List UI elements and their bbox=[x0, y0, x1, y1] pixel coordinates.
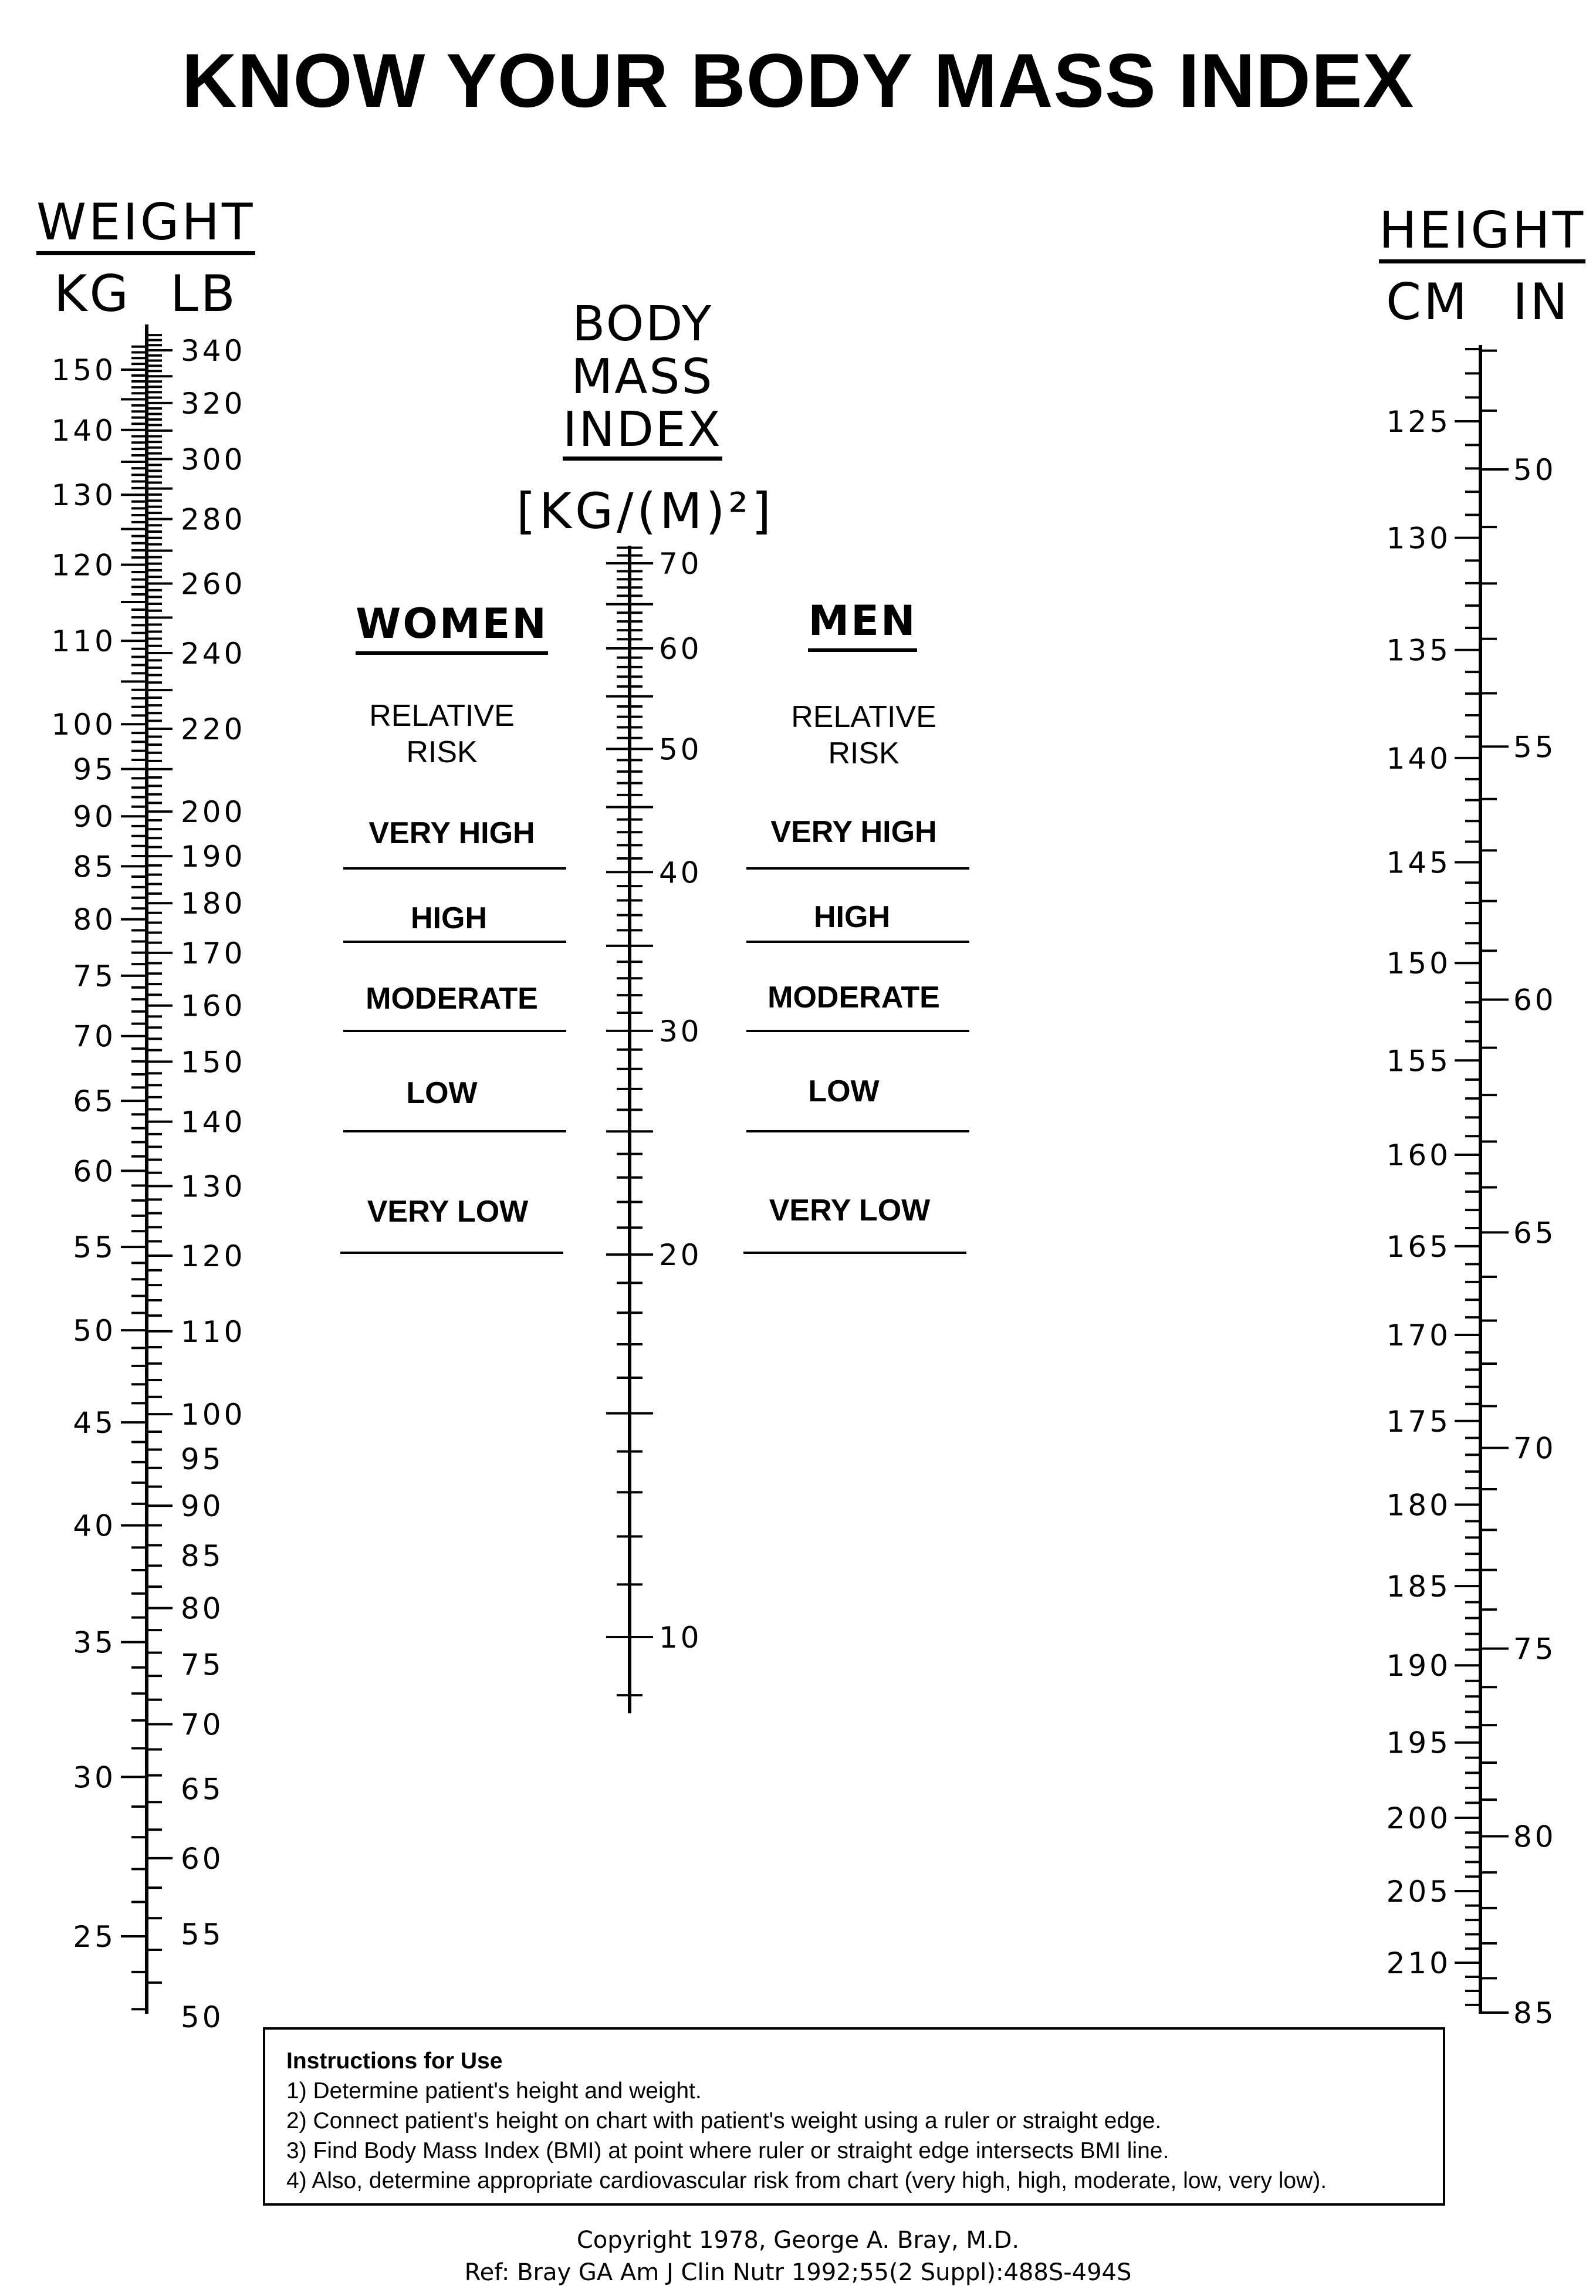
weight-kg-label: 30 bbox=[73, 1760, 116, 1795]
weight-lb-label: 170 bbox=[181, 936, 246, 971]
women-risk-low: LOW bbox=[406, 1076, 478, 1110]
weight-lb-label: 130 bbox=[181, 1169, 246, 1204]
weight-kg-label: 65 bbox=[73, 1084, 116, 1119]
women-risk-high: HIGH bbox=[411, 901, 487, 935]
weight-header: WEIGHT bbox=[36, 197, 255, 255]
bmi-header-line3: INDEX bbox=[563, 406, 722, 461]
weight-kg-label: 95 bbox=[73, 752, 116, 787]
weight-kg-label: 90 bbox=[73, 800, 116, 834]
bmi-label: 50 bbox=[659, 732, 702, 767]
weight-lb-label: 220 bbox=[181, 712, 246, 746]
weight-kg-label: 50 bbox=[73, 1314, 116, 1348]
weight-lb-label: 80 bbox=[181, 1591, 224, 1626]
weight-kg-label: 110 bbox=[51, 624, 116, 659]
height-in-label: 70 bbox=[1513, 1431, 1557, 1466]
men-subtitle-line1: RELATIVE bbox=[791, 700, 936, 734]
weight-kg-label: 100 bbox=[51, 708, 116, 742]
instructions-step: 4) Also, determine appropriate cardiovascular risk from chart (very high, high, moderate, low, very low). bbox=[286, 2168, 1327, 2193]
weight-lb-label: 200 bbox=[181, 795, 246, 830]
footer-reference: Ref: Bray GA Am J Clin Nutr 1992;55(2 Suppl):488S-494S bbox=[464, 2259, 1132, 2286]
women-risk-very-low: VERY LOW bbox=[367, 1195, 529, 1229]
weight-lb-label: 180 bbox=[181, 887, 246, 921]
bmi-label: 70 bbox=[659, 547, 702, 581]
bmi-label: 40 bbox=[659, 855, 702, 890]
height-cm-label: 210 bbox=[1386, 1946, 1451, 1980]
weight-lb-label: 320 bbox=[181, 386, 246, 421]
weight-lb-label: 95 bbox=[181, 1442, 224, 1477]
height-cm-label: 135 bbox=[1386, 633, 1451, 668]
weight-kg-label: 40 bbox=[73, 1509, 116, 1543]
height-in-label: 50 bbox=[1513, 453, 1557, 487]
women-risk-moderate: MODERATE bbox=[366, 982, 538, 1016]
weight-lb-label: 100 bbox=[181, 1398, 246, 1432]
height-cm-label: 205 bbox=[1386, 1874, 1451, 1909]
weight-kg-label: 25 bbox=[73, 1920, 116, 1954]
height-in-label: 55 bbox=[1513, 730, 1557, 765]
height-cm-label: 125 bbox=[1386, 405, 1451, 439]
men-title: MEN bbox=[808, 597, 917, 652]
bmi-header-line2: MASS bbox=[571, 349, 714, 405]
height-cm-label: 195 bbox=[1386, 1726, 1451, 1760]
height-in-label: 85 bbox=[1513, 1996, 1557, 2030]
men-risk-very-low: VERY LOW bbox=[769, 1193, 931, 1228]
women-subtitle-line1: RELATIVE bbox=[369, 699, 515, 733]
page-title: KNOW YOUR BODY MASS INDEX bbox=[181, 38, 1415, 123]
height-in-label: 60 bbox=[1513, 983, 1557, 1017]
weight-lb-label: 160 bbox=[181, 989, 246, 1023]
height-header: HEIGHT bbox=[1379, 205, 1585, 263]
weight-lb-label: 60 bbox=[181, 1841, 224, 1876]
men-risk-moderate: MODERATE bbox=[767, 980, 940, 1015]
height-cm-label: 175 bbox=[1386, 1404, 1451, 1439]
instructions-step: 1) Determine patient's height and weight. bbox=[286, 2078, 702, 2104]
bmi-label: 20 bbox=[659, 1238, 702, 1273]
weight-lb-label: 280 bbox=[181, 502, 246, 537]
weight-lb-label: 240 bbox=[181, 637, 246, 671]
weight-lb-label: 65 bbox=[181, 1772, 224, 1807]
weight-lb-label: 260 bbox=[181, 567, 246, 601]
height-cm-label: 180 bbox=[1386, 1488, 1451, 1523]
weight-lb-label: 70 bbox=[181, 1707, 224, 1742]
bmi-header-line1: BODY bbox=[572, 296, 714, 352]
height-cm-label: 130 bbox=[1386, 521, 1451, 556]
weight-kg-label: 130 bbox=[51, 478, 116, 513]
women-subtitle-line2: RISK bbox=[406, 735, 478, 769]
instructions-box bbox=[263, 2027, 1445, 2206]
height-cm-label: 165 bbox=[1386, 1229, 1451, 1264]
weight-kg-label: 60 bbox=[73, 1154, 116, 1189]
weight-lb-label: 85 bbox=[181, 1538, 224, 1573]
weight-lb-label: 300 bbox=[181, 442, 246, 477]
bmi-label: 60 bbox=[659, 631, 702, 666]
weight-kg-label: 45 bbox=[73, 1406, 116, 1441]
bmi-label: 30 bbox=[659, 1014, 702, 1049]
height-cm-label: 185 bbox=[1386, 1570, 1451, 1604]
men-risk-low: LOW bbox=[808, 1074, 880, 1108]
height-cm-label: 145 bbox=[1386, 846, 1451, 880]
women-title: WOMEN bbox=[356, 600, 548, 655]
height-cm-label: 160 bbox=[1386, 1138, 1451, 1173]
weight-lb-label: 55 bbox=[181, 1917, 224, 1952]
height-cm-label: 190 bbox=[1386, 1649, 1451, 1683]
men-risk-very-high: VERY HIGH bbox=[770, 815, 937, 849]
instructions-step: 2) Connect patient's height on chart with patient's weight using a ruler or straight edge. bbox=[286, 2108, 1162, 2133]
weight-lb-unit: LB bbox=[170, 265, 238, 323]
women-risk-very-high: VERY HIGH bbox=[368, 816, 535, 850]
bmi-unit: [KG/(M)²] bbox=[516, 482, 775, 540]
weight-kg-label: 150 bbox=[51, 353, 116, 387]
weight-kg-label: 70 bbox=[73, 1019, 116, 1054]
weight-kg-label: 85 bbox=[73, 850, 116, 884]
weight-lb-label: 110 bbox=[181, 1314, 246, 1349]
weight-lb-label: 90 bbox=[181, 1489, 224, 1524]
instructions-title: Instructions for Use bbox=[286, 2048, 503, 2074]
weight-kg-unit: KG bbox=[54, 265, 131, 323]
weight-lb-label: 340 bbox=[181, 334, 246, 368]
height-cm-unit: CM bbox=[1386, 273, 1470, 332]
weight-lb-label: 150 bbox=[181, 1045, 246, 1080]
weight-lb-label: 140 bbox=[181, 1105, 246, 1139]
weight-lb-label: 190 bbox=[181, 840, 246, 874]
weight-kg-label: 75 bbox=[73, 959, 116, 993]
height-in-label: 65 bbox=[1513, 1216, 1557, 1250]
height-in-label: 75 bbox=[1513, 1632, 1557, 1666]
weight-kg-label: 55 bbox=[73, 1230, 116, 1265]
men-subtitle-line2: RISK bbox=[828, 736, 900, 770]
instructions-step: 3) Find Body Mass Index (BMI) at point where ruler or straight edge intersects BMI line. bbox=[286, 2138, 1169, 2163]
weight-kg-label: 120 bbox=[51, 548, 116, 583]
height-in-label: 80 bbox=[1513, 1820, 1557, 1854]
weight-lb-label: 50 bbox=[181, 2000, 224, 2034]
weight-lb-label: 120 bbox=[181, 1239, 246, 1273]
height-cm-label: 140 bbox=[1386, 741, 1451, 776]
height-cm-label: 155 bbox=[1386, 1044, 1451, 1078]
weight-kg-label: 80 bbox=[73, 902, 116, 937]
height-cm-label: 200 bbox=[1386, 1801, 1451, 1835]
footer-copyright: Copyright 1978, George A. Bray, M.D. bbox=[576, 2227, 1020, 2254]
men-risk-high: HIGH bbox=[814, 900, 890, 934]
height-cm-label: 170 bbox=[1386, 1318, 1451, 1353]
weight-kg-label: 140 bbox=[51, 413, 116, 448]
weight-kg-label: 35 bbox=[73, 1625, 116, 1660]
weight-lb-label: 75 bbox=[181, 1648, 224, 1682]
height-in-unit: IN bbox=[1513, 273, 1570, 332]
bmi-label: 10 bbox=[659, 1621, 702, 1655]
height-cm-label: 150 bbox=[1386, 946, 1451, 981]
